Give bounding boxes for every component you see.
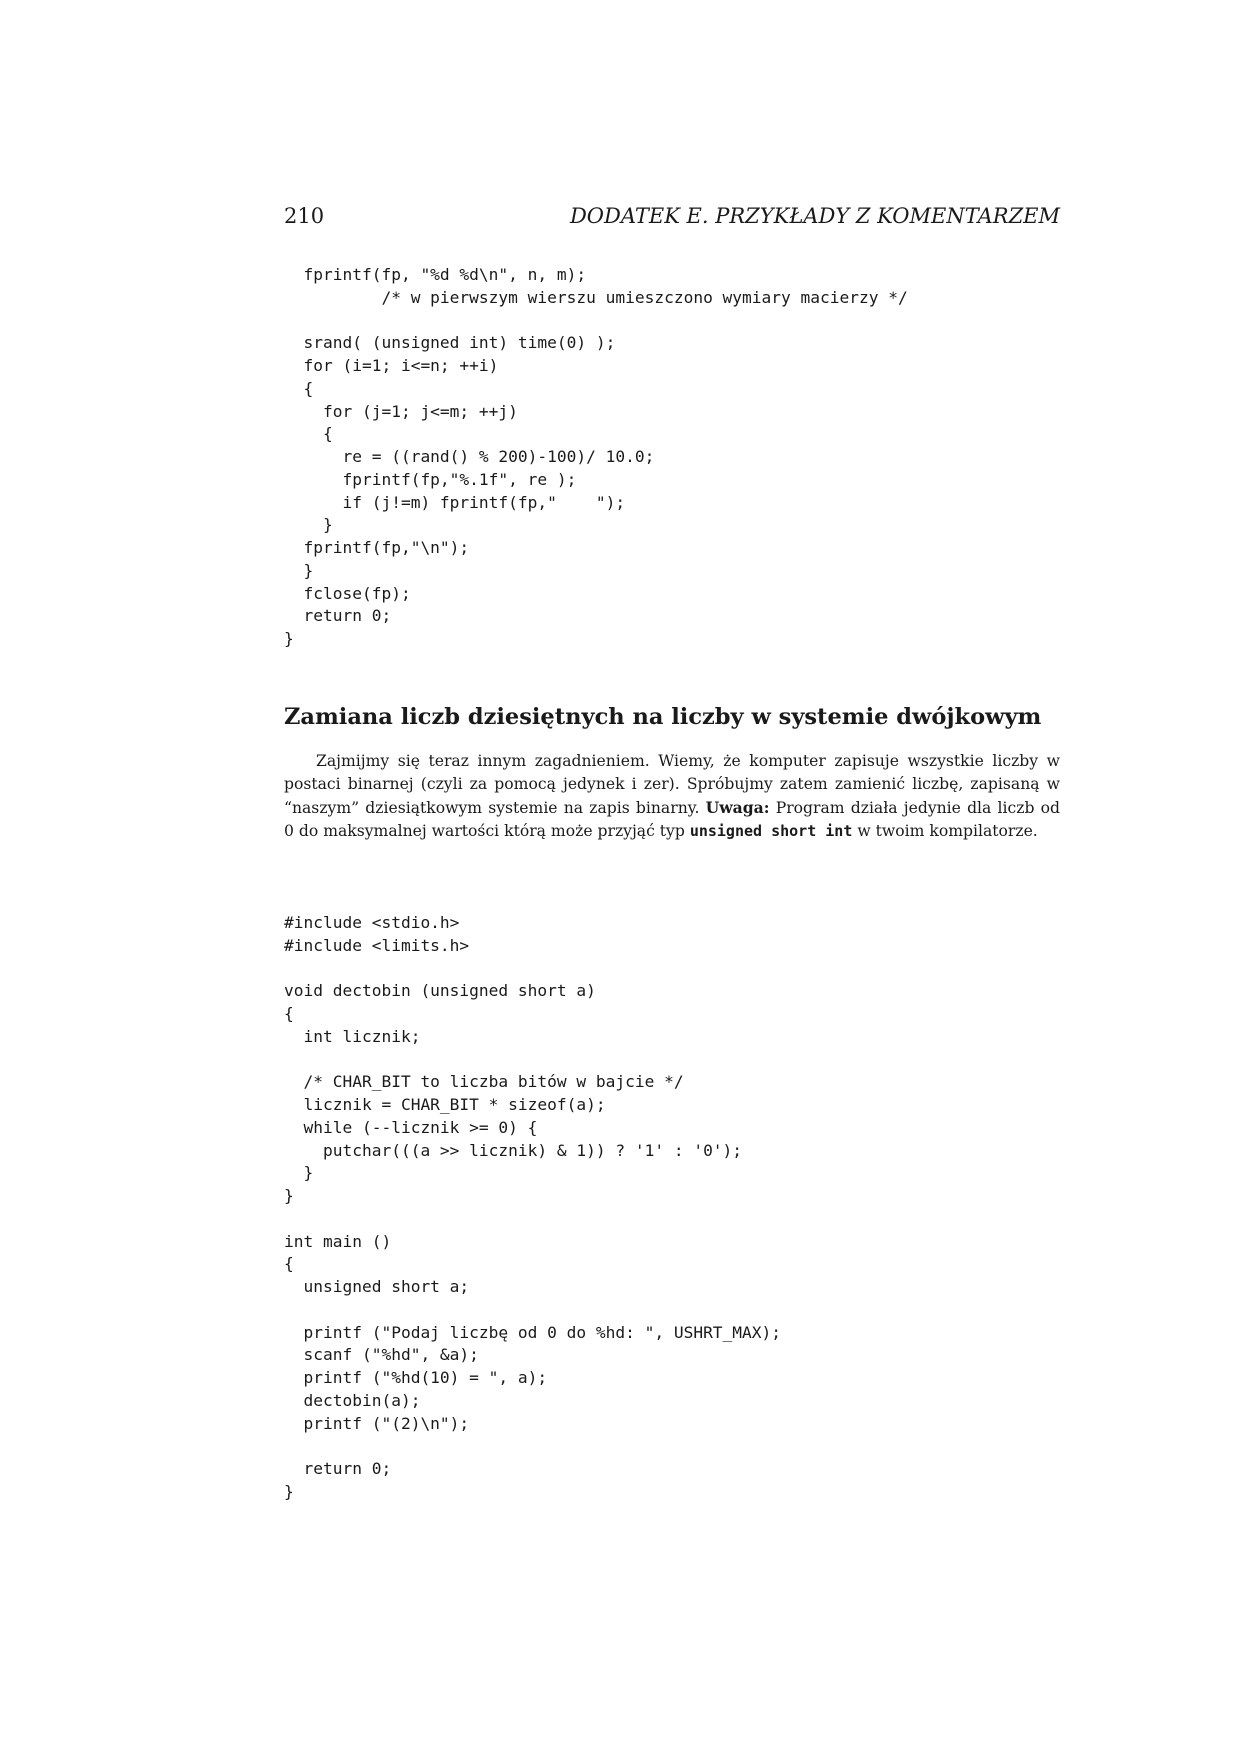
paragraph-text-1: Zajmijmy się teraz innym zagadnieniem. Wiemy, że komputer zapisuje wszystkie liczby w postaci binarnej (czyli za pomocą jedynek i zer). Spróbujmy zatem zamienić liczbę, zapisaną w “naszym” dziesiątkowym systemie na zapis binarny. [284, 752, 1060, 817]
page-header [284, 202, 1060, 230]
section-title: Zamiana liczb dziesiętnych na liczby w systemie dwójkowym [284, 704, 1042, 730]
running-head: DODATEK E. PRZYKŁADY Z KOMENTARZEM [569, 204, 1060, 228]
type-name: unsigned short int [689, 822, 853, 840]
paragraph-text-2: Program działa jedynie dla liczb od 0 do maksymalnej wartości którą może przyjąć typ [284, 799, 1060, 840]
note-label: Uwaga: [705, 798, 770, 817]
code-listing-matrix-generation: fprintf(fp, "%d %d\n", n, m); /* w pierwszym wierszu umieszczono wymiary macierzy */ srand( (unsigned int) time(0) ); for (i=1; i<=n; ++i) { for (j=1; j<=m; ++j) { re = ((rand() % 200)-100)/ 10.0; fprintf(fp,"%.1f", re ); if (j!=m) fprintf(fp," "); } fprintf(fp,"\n"); } fclose(fp); return 0; } [284, 265, 908, 648]
paragraph-text-3: w twoim kompilatorze. [852, 822, 1038, 840]
body-paragraph [284, 750, 1060, 843]
code-listing-dectobin: #include <stdio.h> #include <limits.h> void dectobin (unsigned short a) { int licznik; /* CHAR_BIT to liczba bitów w bajcie */ licznik = CHAR_BIT * sizeof(a); while (--licznik >= 0) { putchar(((a >> licznik) & 1)) ? '1' : '0'); } } int main () { unsigned short a; printf ("Podaj liczbę od 0 do %hd: ", USHRT_MAX); scanf ("%hd", &a); printf ("%hd(10) = ", a); dectobin(a); printf ("(2)\n"); return 0; } [284, 913, 782, 1501]
page-number: 210 [284, 204, 325, 228]
